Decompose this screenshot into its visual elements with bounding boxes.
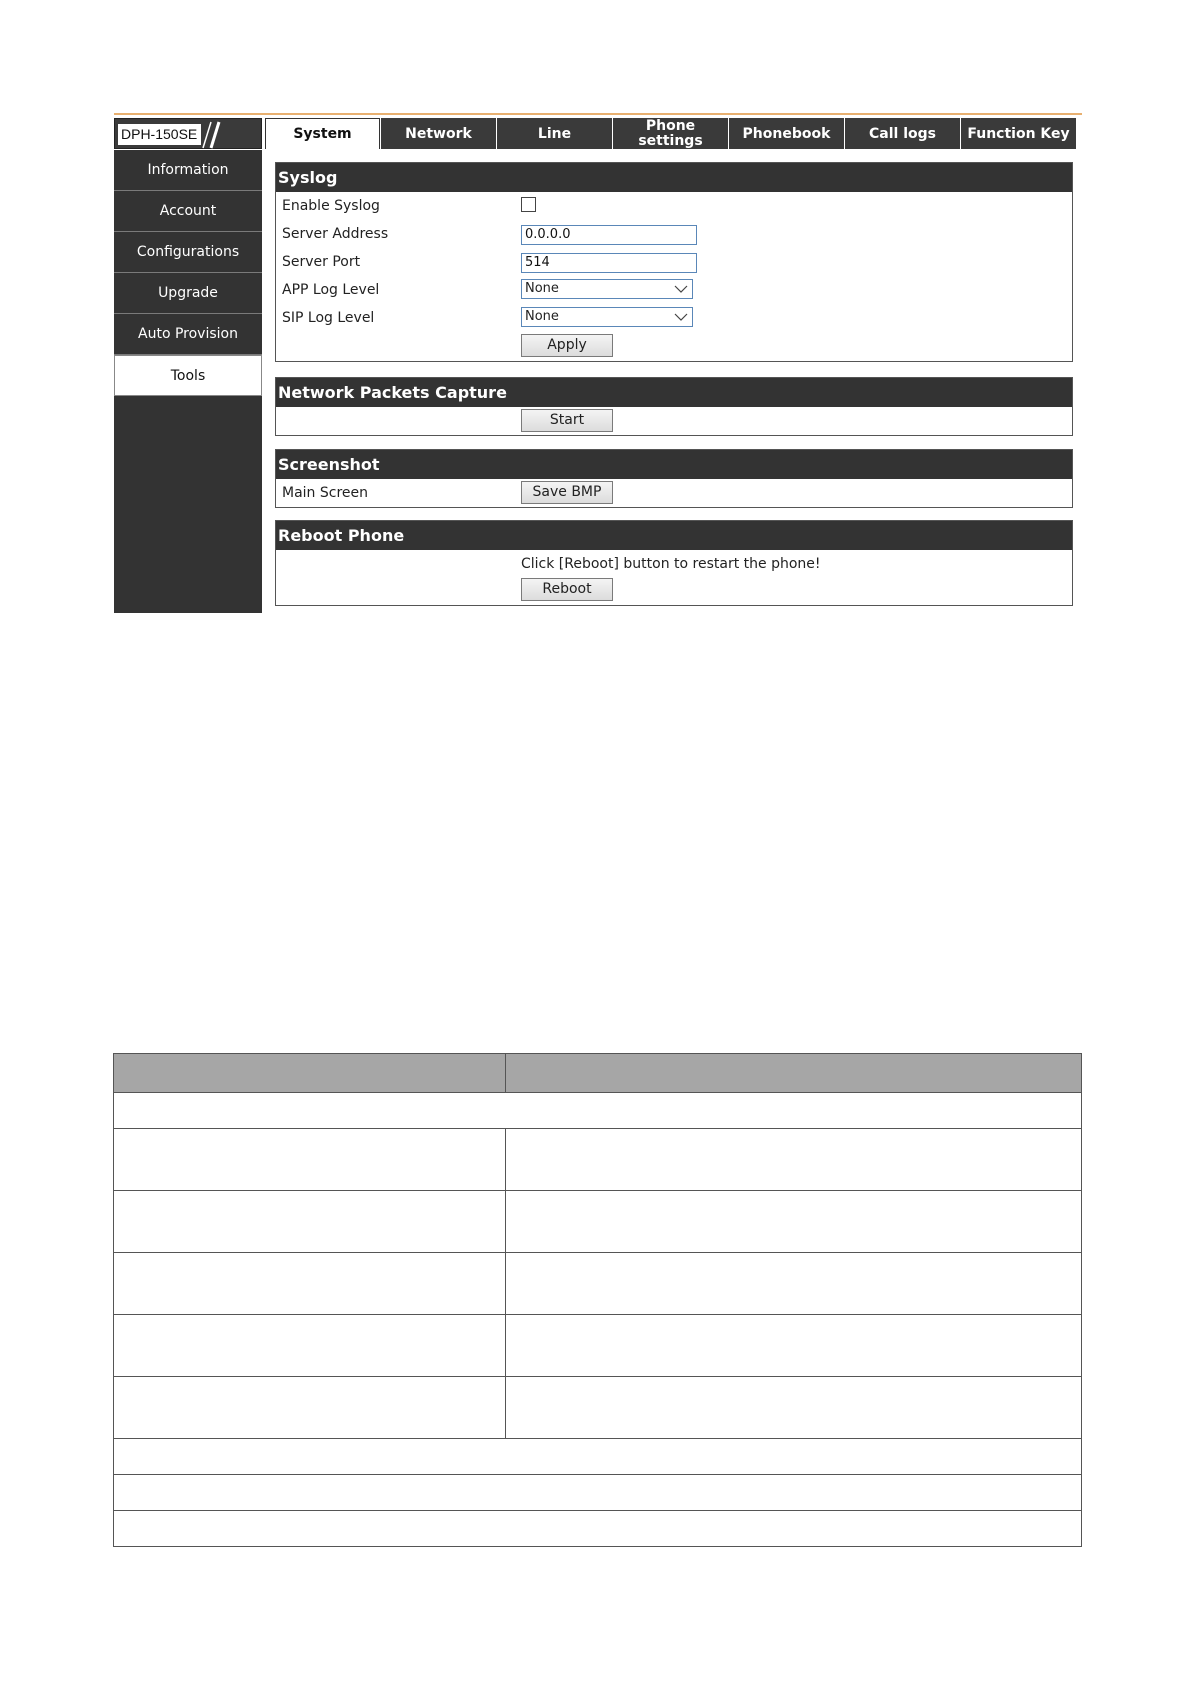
table-header-row <box>114 1054 1082 1093</box>
table-header-cell <box>506 1054 1082 1093</box>
table-cell <box>506 1315 1082 1377</box>
table-row <box>114 1093 1082 1129</box>
table-cell <box>114 1475 1082 1511</box>
chevron-down-icon <box>674 284 688 294</box>
tab-system[interactable]: System <box>265 118 380 149</box>
top-nav-tabs <box>265 118 1077 149</box>
table-row <box>114 1191 1082 1253</box>
capture-title: Network Packets Capture <box>276 378 1072 407</box>
table-row <box>114 1129 1082 1191</box>
table-cell <box>114 1253 506 1315</box>
save-bmp-button[interactable]: Save BMP <box>521 481 613 504</box>
sip-log-level-value: None <box>525 309 559 324</box>
capture-section <box>275 377 1073 436</box>
reboot-button[interactable]: Reboot <box>521 578 613 601</box>
app-log-level-select[interactable] <box>521 279 693 299</box>
table-row <box>114 1253 1082 1315</box>
server-port-input[interactable] <box>521 253 697 273</box>
screenshot-section <box>275 449 1073 508</box>
sip-log-level-label: SIP Log Level <box>282 310 375 326</box>
app-log-level-label: APP Log Level <box>282 282 380 298</box>
syslog-section <box>275 162 1073 362</box>
table-row <box>114 1315 1082 1377</box>
sidebar-item-upgrade[interactable]: Upgrade <box>114 273 262 314</box>
table-cell <box>506 1377 1082 1439</box>
enable-syslog-label: Enable Syslog <box>282 198 380 214</box>
apply-button[interactable]: Apply <box>521 334 613 357</box>
chevron-down-icon <box>674 312 688 322</box>
tab-call-logs[interactable]: Call logs <box>845 118 960 149</box>
app-log-level-value: None <box>525 281 559 296</box>
table-cell <box>114 1093 1082 1129</box>
server-address-label: Server Address <box>282 226 389 242</box>
table-cell <box>114 1377 506 1439</box>
tab-network[interactable]: Network <box>381 118 496 149</box>
tab-phonebook[interactable]: Phonebook <box>729 118 844 149</box>
sidebar <box>114 150 262 613</box>
phone-web-ui-screenshot <box>114 113 1082 613</box>
main-screen-label: Main Screen <box>282 485 369 501</box>
reboot-message: Click [Reboot] button to restart the phone! <box>521 556 821 572</box>
table-cell <box>114 1315 506 1377</box>
enable-syslog-checkbox[interactable] <box>521 197 536 212</box>
server-port-label: Server Port <box>282 254 361 270</box>
server-address-input[interactable] <box>521 225 697 245</box>
parameter-table <box>113 1053 1082 1547</box>
tab-line[interactable]: Line <box>497 118 612 149</box>
sidebar-item-account[interactable]: Account <box>114 191 262 232</box>
table-cell <box>114 1511 1082 1547</box>
sidebar-item-tools[interactable]: Tools <box>114 355 262 396</box>
reboot-section <box>275 520 1073 606</box>
screenshot-title: Screenshot <box>276 450 1072 479</box>
table-cell <box>506 1253 1082 1315</box>
table-row <box>114 1377 1082 1439</box>
table-row <box>114 1475 1082 1511</box>
sidebar-item-information[interactable]: Information <box>114 150 262 191</box>
sidebar-item-configurations[interactable]: Configurations <box>114 232 262 273</box>
tab-phone-settings[interactable]: Phone settings <box>613 118 728 149</box>
brand-logo <box>114 118 262 149</box>
sidebar-item-auto-provision[interactable]: Auto Provision <box>114 314 262 355</box>
logo-slash-icon <box>199 120 225 149</box>
reboot-title: Reboot Phone <box>276 521 1072 550</box>
table-row <box>114 1439 1082 1475</box>
table-cell <box>114 1191 506 1253</box>
table-cell <box>506 1129 1082 1191</box>
table-cell <box>114 1129 506 1191</box>
top-accent-line <box>114 113 1082 115</box>
syslog-title: Syslog <box>276 163 1072 192</box>
brand-model-label: DPH-150SE <box>118 124 201 145</box>
table-cell <box>114 1439 1082 1475</box>
start-capture-button[interactable]: Start <box>521 409 613 432</box>
sip-log-level-select[interactable] <box>521 307 693 327</box>
table-row <box>114 1511 1082 1547</box>
table-header-cell <box>114 1054 506 1093</box>
tab-function-key[interactable]: Function Key <box>961 118 1076 149</box>
table-cell <box>506 1191 1082 1253</box>
